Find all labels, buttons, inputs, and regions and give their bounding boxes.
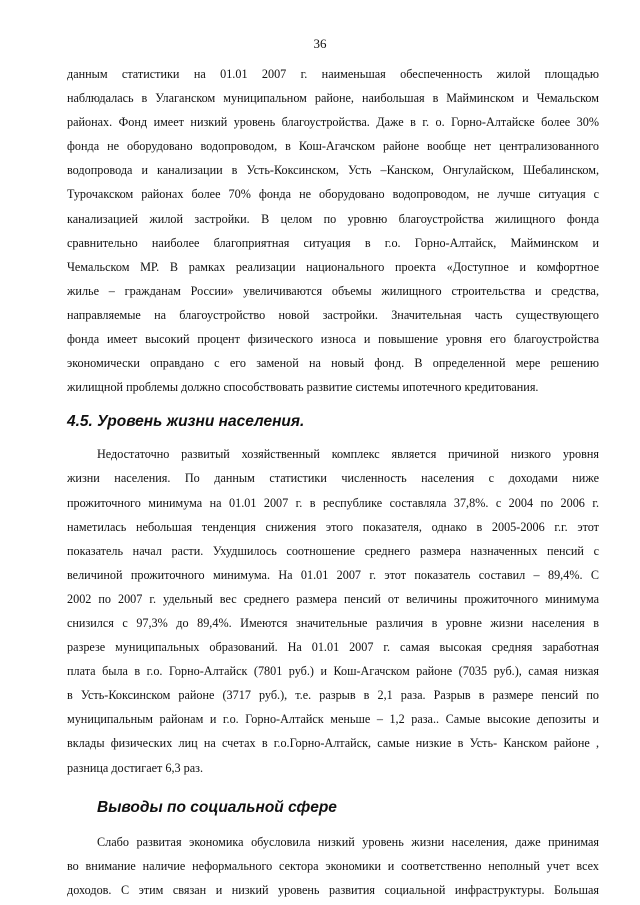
paragraph-living-standard — [67, 442, 599, 779]
text-line: фонда имеет высокий процент физического износа и повышение уровня его благоустройства — [67, 332, 599, 347]
text-line: в Усть-Коксинском районе (3717 руб.), т.е. разрыв в 2,1 раза. Разрыв в размере пенсий по — [67, 688, 599, 703]
paragraph-social-conclusions — [67, 830, 599, 902]
text-line: жилье – гражданам России» увеличиваются объемы жилищного строительства и средства, — [67, 283, 599, 298]
text-line: плата была в г.о. Горно-Алтайск (7801 руб.) и Кош-Агачском районе (7035 руб.), самая низкая — [67, 664, 599, 679]
text-line: жизни населения. По данным статистики численность населения с доходами ниже — [67, 471, 599, 486]
text-line: направляемые на благоустройство новой застройки. Значительная часть существующего — [67, 307, 599, 322]
text-line: районах. Фонд имеет низкий уровень благоустройства. Даже в г. о. Горно-Алтайске более 30% — [67, 115, 599, 130]
text-line: величиной прожиточного минимума. На 01.01 2007 г. этот показатель составил – 89,4%. С — [67, 567, 599, 582]
text-line: во внимание наличие неформального сектора экономики и соответственно неполный учет всех — [67, 858, 599, 873]
text-line: Недостаточно развитый хозяйственный комплекс является причиной низкого уровня — [97, 447, 599, 462]
text-line: жилищной проблемы должно способствовать развитие системы ипотечного кредитования. — [67, 380, 539, 395]
text-line: Чемальском МР. В рамках реализации национального проекта «Доступное и комфортное — [67, 259, 599, 274]
text-line: муниципальным районам и г.о. Горно-Алтайск меньше – 1,2 раза.. Самые высокие депозиты и — [67, 712, 599, 727]
text-line: фонда не оборудовано водопроводом, в Кош-Агачском районе вообще нет централизованного — [67, 139, 599, 154]
text-line: сравнительно наиболее благоприятная ситуация в г.о. Горно-Алтайск, Майминском и — [67, 235, 599, 250]
text-line: 2002 по 2007 г. удельный вес среднего размера пенсий от величины прожиточного минимума — [67, 591, 599, 606]
page-number: 36 — [313, 36, 327, 51]
text-line: Слабо развитая экономика обусловила низкий уровень жизни населения, даже принимая — [97, 834, 599, 849]
paragraph-housing — [67, 62, 599, 399]
text-line: прожиточного минимума на 01.01 2007 г. в республике составляла 37,8%. с 2004 по 2006 г. — [67, 495, 599, 510]
text-line: показатель начал расти. Ухудшилось соотношение среднего размера назначенных пенсий с — [67, 543, 599, 558]
text-line: доходов. С этим связан и низкий уровень развития социальной инфраструктуры. Большая — [67, 882, 599, 897]
section-heading-living-standard: 4.5. Уровень жизни населения. — [67, 413, 305, 431]
text-line: разница достигает 6,3 раз. — [67, 760, 204, 775]
text-line: канализацией жилой застройки. В целом по уровню благоустройства жилищного фонда — [67, 211, 599, 226]
section-heading-social-conclusions: Выводы по социальной сфере — [97, 798, 337, 816]
text-line: разрезе муниципальных образований. На 01.01 2007 г. самая высокая средняя заработная — [67, 640, 599, 655]
text-line: экономически оправдано с его заменой на новый фонд. В определенной мере решению — [67, 356, 599, 371]
text-line: данным статистики на 01.01 2007 г. наименьшая обеспеченность жилой площадью — [67, 67, 599, 81]
page-content — [67, 62, 599, 902]
text-line: наблюдалась в Улаганском муниципальном районе, наибольшая в Майминском и Чемальском — [67, 91, 599, 106]
text-line: снизился с 97,3% до 89,4%. Имеются значительные различия в уровне жизни населения в — [67, 615, 599, 630]
text-line: наметилась небольшая тенденция снижения этого показателя, однако в 2005-2006 г.г. этот — [67, 519, 599, 534]
text-line: Турочакском районах более 70% фонда не оборудовано водопроводом, не лучше ситуация с — [67, 187, 599, 202]
text-line: водопровода и канализации в Усть-Коксинском, Усть –Канском, Онгулайском, Шебалинском, — [67, 163, 599, 178]
text-line: вклады физических лиц на счетах в г.о.Горно-Алтайск, самые низкие в Усть- Канском районе , — [67, 736, 599, 751]
